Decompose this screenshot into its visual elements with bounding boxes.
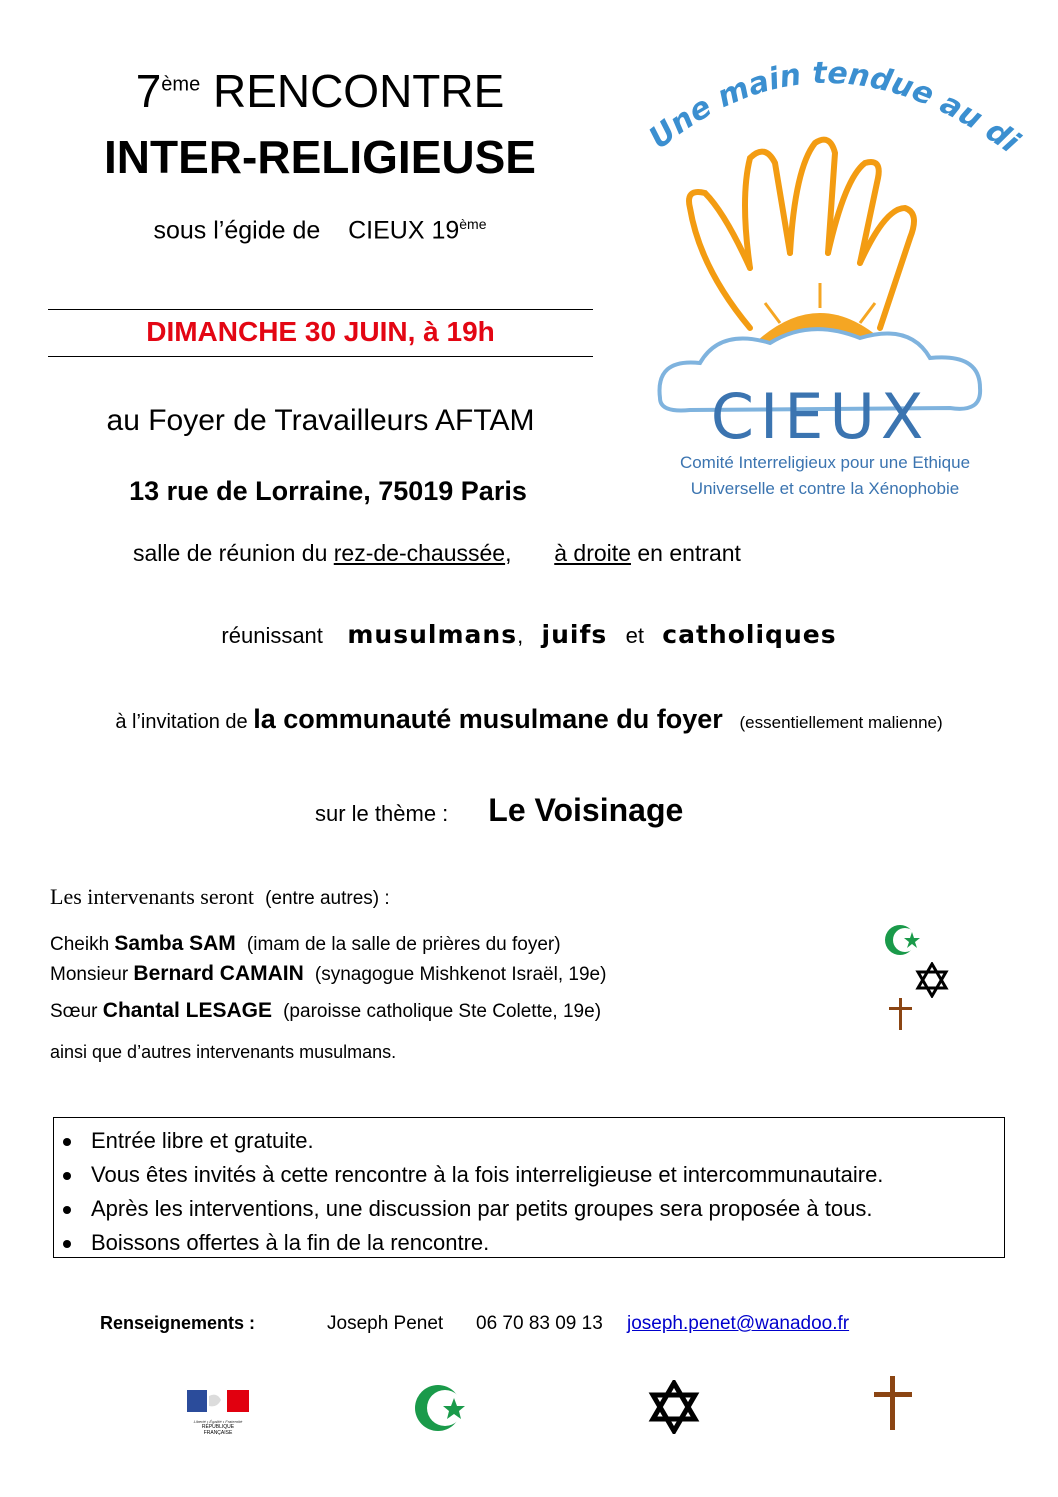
egide-prefix: sous l’égide de [153,216,321,245]
info-box [53,1117,1005,1258]
reunissant-comma: , [517,623,524,648]
logo-caption [640,450,1010,502]
contact-label: Renseignements : [100,1313,256,1333]
logo-acronym: CIEUX [710,380,930,453]
crescent-star-icon [414,1382,470,1434]
reunissant-prefix: réunissant [221,623,323,648]
title-sup: ème [161,73,201,96]
room-floor: rez-de-chaussée [333,540,506,566]
speaker-row [50,999,601,1023]
venue-address: 13 rue de Lorraine, 75019 Paris [129,476,527,506]
egide-line [60,216,580,245]
contact-email-link[interactable]: joseph.penet@wanadoo.fr [627,1313,850,1334]
divider-bottom [48,356,593,357]
reunissant-line [0,620,1058,649]
title-number: 7 [135,65,162,117]
speaker-title: Sœur [50,1001,103,1022]
venue-name: au Foyer de Travailleurs AFTAM [106,404,535,437]
group-catholics: catholiques [662,620,837,649]
logo-arc-textpath: Une main tendue au di [642,55,1026,161]
marianne-republic: RÉPUBLIQUE FRANÇAISE [201,1424,235,1436]
speakers-others: ainsi que d’autres intervenants musulmans. [50,1042,397,1062]
room-sep: , [505,540,512,566]
contact-phone: 06 70 83 09 13 [476,1313,603,1334]
divider-top [48,309,593,310]
speaker-name: Bernard CAMAIN [133,962,304,985]
invitation-prefix: à l’invitation de [115,711,254,733]
group-muslims: musulmans [347,620,518,649]
theme-line [315,792,683,829]
speaker-title: Monsieur [50,964,134,985]
invitation-host: la communauté musulmane du foyer [253,704,723,734]
hand-sun-cloud-icon [630,38,1030,458]
speaker-row [50,962,606,986]
info-list [54,1124,1004,1260]
speakers-intro-note: (entre autres) : [265,888,390,909]
logo-caption-line2: Universelle et contre la Xénophobie [690,479,960,498]
marianne-flag-icon [187,1390,249,1414]
speaker-name: Chantal LESAGE [102,999,272,1022]
theme-prefix: sur le thème : [315,801,449,826]
logo-caption-line1: Comité Interreligieux pour une Ethique [679,453,971,472]
egide-sup: ème [459,216,487,232]
star-of-david-icon [648,1380,700,1434]
contact-name: Joseph Penet [327,1313,444,1334]
theme-value: Le Voisinage [488,792,684,828]
invitation-note: (essentiellement malienne) [739,713,943,732]
speaker-name: Samba SAM [114,932,236,955]
title-word: RENCONTRE [200,65,505,117]
star-of-david-icon [914,962,950,998]
group-jews: juifs [541,620,608,649]
speakers-intro-text: Les intervenants seront [50,884,255,909]
reunissant-and: et [625,623,644,648]
event-date: DIMANCHE 30 JUIN, à 19h [146,316,495,347]
speaker-role: (imam de la salle de prières du foyer) [246,934,561,955]
speaker-role: (synagogue Mishkenot Israël, 19e) [314,964,607,985]
speakers-intro [50,884,390,910]
cieux-logo [630,38,1030,458]
room-suffix: en entrant [630,540,741,566]
event-title [90,64,550,118]
info-item: Entrée libre et gratuite. [89,1124,1004,1158]
info-item: Vous êtes invités à cette rencontre à la fois interreligieuse et intercommunautaire. [89,1158,1004,1192]
egide-org: CIEUX 19 [348,216,460,245]
info-item: Boissons offertes à la fin de la rencontre. [89,1226,1004,1260]
speaker-row [50,932,561,956]
room-prefix: salle de réunion du [133,540,334,566]
event-subtitle: INTER-RELIGIEUSE [104,131,536,183]
marianne-motto: Liberté • Égalité • Fraternité [193,1419,243,1424]
marianne-logo [187,1390,249,1436]
cross-icon [870,1374,916,1432]
room-direction: à droite [554,540,631,566]
info-item: Après les interventions, une discussion par petits groupes sera proposée à tous. [89,1192,1004,1226]
speaker-role: (paroisse catholique Ste Colette, 19e) [283,1001,602,1022]
cross-icon [886,996,916,1032]
room-info [133,540,741,567]
invitation-line [0,704,1058,735]
speaker-title: Cheikh [50,934,115,955]
crescent-star-icon [884,922,924,958]
